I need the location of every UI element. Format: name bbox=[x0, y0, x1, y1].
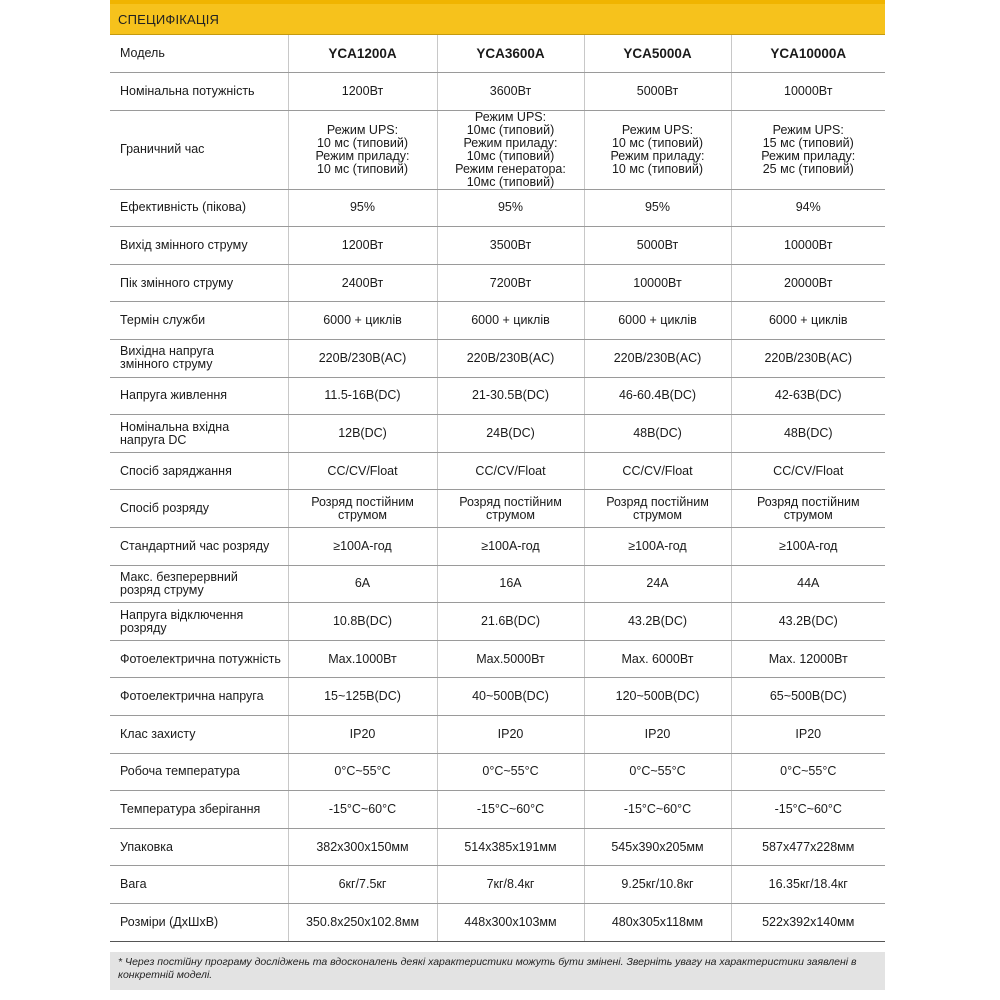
spec-label: Модель bbox=[110, 35, 288, 73]
spec-label: Спосіб заряджання bbox=[110, 452, 288, 490]
spec-label: Фотоелектрична напруга bbox=[110, 678, 288, 716]
spec-value: ≥100А-год bbox=[288, 528, 437, 566]
spec-value: 480x305x118мм bbox=[584, 903, 731, 941]
spec-label: Термін служби bbox=[110, 302, 288, 340]
spec-value: 5000Вт bbox=[584, 227, 731, 265]
spec-value: 6000 + циклів bbox=[437, 302, 584, 340]
spec-label: Вихідна напруга змінного струму bbox=[110, 340, 288, 378]
spec-row bbox=[110, 452, 885, 490]
spec-value: 94% bbox=[731, 189, 885, 227]
spec-value: ≥100А-год bbox=[584, 528, 731, 566]
spec-value: 1200Вт bbox=[288, 73, 437, 111]
spec-label: Робоча температура bbox=[110, 753, 288, 791]
spec-value: Режим UPS: 10 мс (типовий) Режим приладу: 10 мс (типовий) bbox=[288, 110, 437, 189]
spec-value: 11.5-16В(DC) bbox=[288, 377, 437, 415]
model-4-name: YCA10000A bbox=[731, 35, 885, 73]
spec-label: Спосіб розряду bbox=[110, 490, 288, 528]
spec-value: 95% bbox=[437, 189, 584, 227]
spec-value: Розряд постійним струмом bbox=[288, 490, 437, 528]
spec-value: 2400Вт bbox=[288, 264, 437, 302]
spec-label: Вихід змінного струму bbox=[110, 227, 288, 265]
spec-value: Max.5000Вт bbox=[437, 640, 584, 678]
spec-value: 10000Вт bbox=[731, 227, 885, 265]
spec-header-bar bbox=[110, 0, 885, 35]
spec-value: 44A bbox=[731, 565, 885, 603]
spec-value: 3500Вт bbox=[437, 227, 584, 265]
spec-value: 9.25кг/10.8кг bbox=[584, 866, 731, 904]
spec-value: 43.2В(DC) bbox=[731, 603, 885, 641]
spec-value: 0°C~55°C bbox=[437, 753, 584, 791]
spec-row bbox=[110, 415, 885, 453]
spec-value: 6000 + циклів bbox=[731, 302, 885, 340]
spec-value: 48В(DC) bbox=[584, 415, 731, 453]
spec-label: Фотоелектрична потужність bbox=[110, 640, 288, 678]
spec-value: 7200Вт bbox=[437, 264, 584, 302]
spec-value: ≥100А-год bbox=[437, 528, 584, 566]
spec-label: Ефективність (пікова) bbox=[110, 189, 288, 227]
spec-value: 20000Вт bbox=[731, 264, 885, 302]
spec-value: 1200Вт bbox=[288, 227, 437, 265]
spec-value: Max. 6000Вт bbox=[584, 640, 731, 678]
spec-value: Режим UPS: 15 мс (типовий) Режим приладу: 25 мс (типовий) bbox=[731, 110, 885, 189]
spec-value: 587x477x228мм bbox=[731, 828, 885, 866]
spec-value: 12В(DC) bbox=[288, 415, 437, 453]
spec-row bbox=[110, 264, 885, 302]
spec-row bbox=[110, 377, 885, 415]
spec-row bbox=[110, 490, 885, 528]
spec-value: 220В/230В(AC) bbox=[584, 340, 731, 378]
spec-row bbox=[110, 791, 885, 829]
model-2-name: YCA3600A bbox=[437, 35, 584, 73]
spec-value: 514x385x191мм bbox=[437, 828, 584, 866]
spec-value: 21-30.5В(DC) bbox=[437, 377, 584, 415]
spec-row bbox=[110, 302, 885, 340]
spec-value: 220В/230В(AC) bbox=[288, 340, 437, 378]
spec-title: СПЕЦИФІКАЦІЯ bbox=[118, 12, 220, 27]
spec-value: 6A bbox=[288, 565, 437, 603]
spec-value: CC/CV/Float bbox=[584, 452, 731, 490]
spec-row bbox=[110, 73, 885, 111]
spec-value: 24В(DC) bbox=[437, 415, 584, 453]
spec-label: Макс. безперервний розряд струму bbox=[110, 565, 288, 603]
spec-row bbox=[110, 340, 885, 378]
spec-value: ≥100А-год bbox=[731, 528, 885, 566]
spec-label: Температура зберігання bbox=[110, 791, 288, 829]
spec-row bbox=[110, 603, 885, 641]
spec-value: 120~500В(DC) bbox=[584, 678, 731, 716]
spec-table bbox=[110, 35, 885, 942]
spec-label: Розміри (ДхШхВ) bbox=[110, 903, 288, 941]
spec-value: 95% bbox=[584, 189, 731, 227]
spec-value: 42-63В(DC) bbox=[731, 377, 885, 415]
spec-row bbox=[110, 528, 885, 566]
spec-value: 0°C~55°C bbox=[731, 753, 885, 791]
spec-value: -15°C~60°C bbox=[437, 791, 584, 829]
spec-row bbox=[110, 716, 885, 754]
spec-row bbox=[110, 227, 885, 265]
spec-value: CC/CV/Float bbox=[288, 452, 437, 490]
spec-value: 21.6В(DC) bbox=[437, 603, 584, 641]
spec-value: 6000 + циклів bbox=[584, 302, 731, 340]
spec-value: 43.2В(DC) bbox=[584, 603, 731, 641]
spec-value: IP20 bbox=[288, 716, 437, 754]
spec-value: 220В/230В(AC) bbox=[731, 340, 885, 378]
model-1-name: YCA1200A bbox=[288, 35, 437, 73]
spec-value: IP20 bbox=[584, 716, 731, 754]
spec-value: 16.35кг/18.4кг bbox=[731, 866, 885, 904]
spec-value: 65~500В(DC) bbox=[731, 678, 885, 716]
spec-value: 46-60.4В(DC) bbox=[584, 377, 731, 415]
spec-value: Режим UPS: 10мс (типовий) Режим приладу: 10мс (типовий) Режим генератора: 10мс (типовий) bbox=[437, 110, 584, 189]
spec-row bbox=[110, 640, 885, 678]
spec-row bbox=[110, 903, 885, 941]
spec-label: Граничний час bbox=[110, 110, 288, 189]
spec-value: 24A bbox=[584, 565, 731, 603]
spec-row bbox=[110, 110, 885, 189]
spec-value: 350.8x250x102.8мм bbox=[288, 903, 437, 941]
spec-row bbox=[110, 866, 885, 904]
spec-value: 16A bbox=[437, 565, 584, 603]
spec-value: 0°C~55°C bbox=[288, 753, 437, 791]
spec-value: -15°C~60°C bbox=[584, 791, 731, 829]
spec-label: Пік змінного струму bbox=[110, 264, 288, 302]
model-3-name: YCA5000A bbox=[584, 35, 731, 73]
spec-value: IP20 bbox=[731, 716, 885, 754]
spec-value: 10000Вт bbox=[584, 264, 731, 302]
spec-label: Клас захисту bbox=[110, 716, 288, 754]
spec-value: 220В/230В(AC) bbox=[437, 340, 584, 378]
spec-label: Вага bbox=[110, 866, 288, 904]
spec-value: Розряд постійним струмом bbox=[437, 490, 584, 528]
spec-value: 448x300x103мм bbox=[437, 903, 584, 941]
spec-value: 10000Вт bbox=[731, 73, 885, 111]
spec-value: Розряд постійним струмом bbox=[731, 490, 885, 528]
spec-label: Напруга відключення розряду bbox=[110, 603, 288, 641]
spec-label: Номінальна вхідна напруга DC bbox=[110, 415, 288, 453]
spec-value: Розряд постійним струмом bbox=[584, 490, 731, 528]
spec-value: 5000Вт bbox=[584, 73, 731, 111]
spec-value: IP20 bbox=[437, 716, 584, 754]
spec-value: 15~125В(DC) bbox=[288, 678, 437, 716]
spec-value: 382x300x150мм bbox=[288, 828, 437, 866]
spec-value: -15°C~60°C bbox=[731, 791, 885, 829]
spec-value: 545x390x205мм bbox=[584, 828, 731, 866]
spec-label: Напруга живлення bbox=[110, 377, 288, 415]
spec-value: 95% bbox=[288, 189, 437, 227]
spec-value: 48В(DC) bbox=[731, 415, 885, 453]
spec-value: 522x392x140мм bbox=[731, 903, 885, 941]
spec-value: 40~500В(DC) bbox=[437, 678, 584, 716]
spec-label: Номінальна потужність bbox=[110, 73, 288, 111]
spec-label: Упаковка bbox=[110, 828, 288, 866]
spec-value: -15°C~60°C bbox=[288, 791, 437, 829]
spec-value: Max.1000Вт bbox=[288, 640, 437, 678]
spec-value: 6кг/7.5кг bbox=[288, 866, 437, 904]
spec-value: 10.8В(DC) bbox=[288, 603, 437, 641]
spec-row bbox=[110, 189, 885, 227]
spec-value: 3600Вт bbox=[437, 73, 584, 111]
spec-value: Режим UPS: 10 мс (типовий) Режим приладу: 10 мс (типовий) bbox=[584, 110, 731, 189]
spec-value: 7кг/8.4кг bbox=[437, 866, 584, 904]
spec-label: Стандартний час розряду bbox=[110, 528, 288, 566]
spec-row bbox=[110, 828, 885, 866]
spec-row bbox=[110, 678, 885, 716]
model-header-row bbox=[110, 35, 885, 73]
spec-value: CC/CV/Float bbox=[437, 452, 584, 490]
spec-row bbox=[110, 753, 885, 791]
spec-value: 6000 + циклів bbox=[288, 302, 437, 340]
footnote: * Через постійну програму досліджень та вдосконалень деякі характеристики можуть бути змінені. Зверніть увагу на характеристики заявлені в конкретній моделі. bbox=[110, 952, 885, 990]
spec-value: 0°C~55°C bbox=[584, 753, 731, 791]
spec-value: CC/CV/Float bbox=[731, 452, 885, 490]
spec-value: Max. 12000Вт bbox=[731, 640, 885, 678]
spec-row bbox=[110, 565, 885, 603]
